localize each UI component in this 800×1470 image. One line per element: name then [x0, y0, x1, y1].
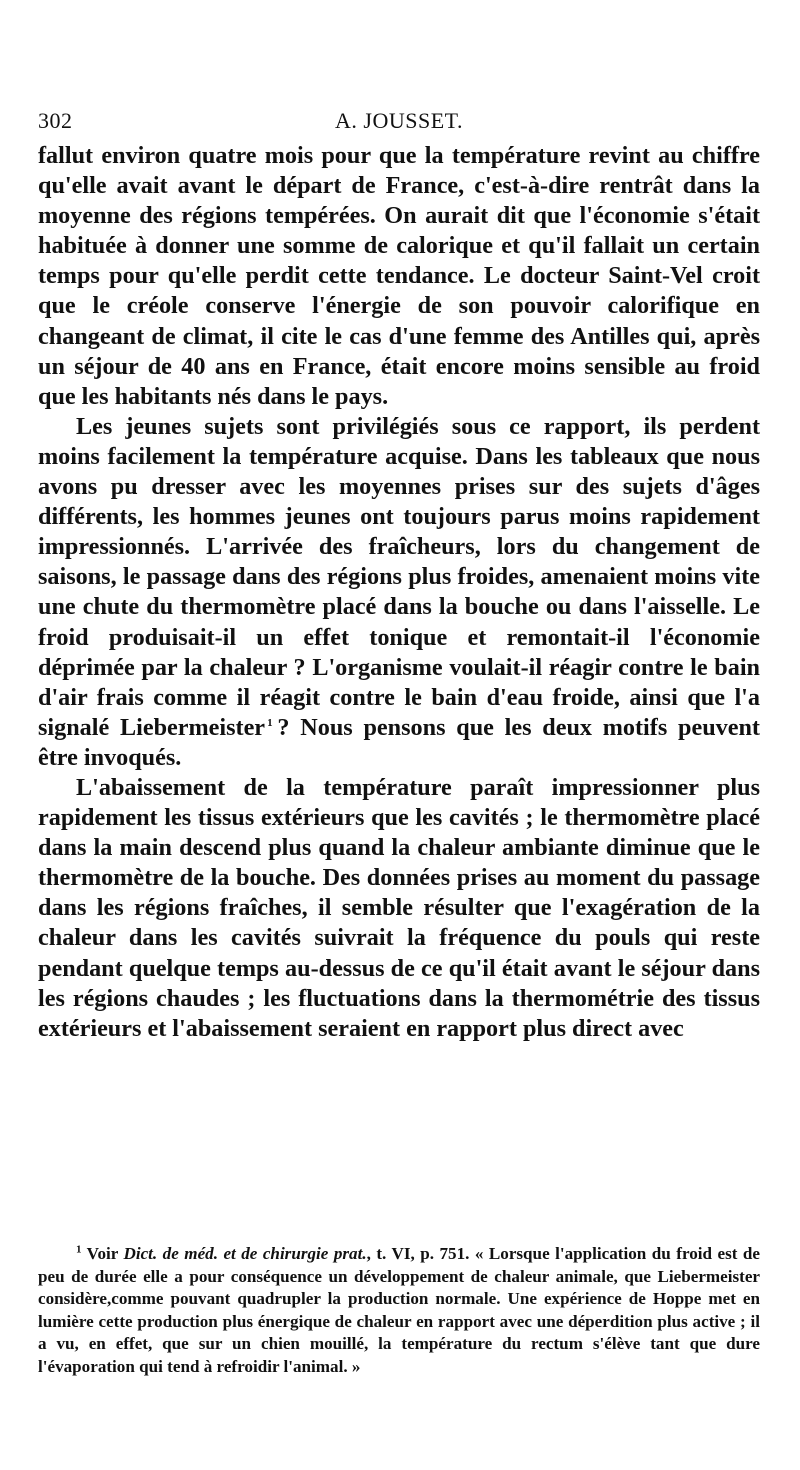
- paragraph-3-text: L'abaissement de la température paraît impressionner plus rapidement les tissus extérieurs que les cavités ; le thermomètre placé dans la main descend plus quand la chaleur ambiante diminue que le thermomètre de la bouche. Des données prises au moment du passage dans les régions fraîches, il semble résulter que l'exagération de la chaleur dans les cavités suivrait la fréquence du pouls qui reste pendant quelque temps au-dessus de ce qu'il était avant le séjour dans les régions chaudes ; les fluctuations dans la thermométrie des tissus extérieurs et l'abaissement seraient en rapport plus direct avec: [38, 773, 760, 1042]
- paragraph-2-text-a: Les jeunes sujets sont privilégiés sous ce rapport, ils perdent moins facilement la température acquise. Dans les tableaux que nous avons pu dresser avec les moyennes prises sur des sujets d'âges différents, les hommes jeunes ont toujours parus moins rapidement impressionnés. L'arrivée des fraîcheurs, lors du changement de saisons, le passage dans des régions plus froides, amenaient moins vite une chute du thermomètre placé dans la bouche ou dans l'aisselle. Le froid produisait-il un effet tonique et remontait-il l'économie déprimée par la chaleur ? L'organisme voulait-il réagir contre le bain d'air frais comme il réagit contre le bain d'eau froide, ainsi que l'a signalé Liebermeister: [38, 412, 760, 741]
- footnote-text: , t. VI, p. 751. « Lorsque l'application du froid est de peu de durée elle a pour conséquence un développement de chaleur animale, que Liebermeister considère,comme pouvant quadrupler la production normale. Une expérience de Hoppe met en lumière cette production plus énergique de chaleur en rapport avec une déperdition plus active ; il a vu, en effet, que sur un chien mouillé, la température du rectum s'élève tant que dure l'évaporation qui tend à refroidir l'animal. »: [38, 1244, 760, 1376]
- paragraph-2: [38, 412, 760, 773]
- paragraph-1: [38, 141, 760, 412]
- footnote-reference[interactable]: 1: [267, 716, 273, 729]
- body-text: [38, 141, 760, 1044]
- footnote-source-title: Dict. de méd. et de chirurgie prat.: [123, 1244, 367, 1263]
- page-header: [38, 108, 760, 138]
- footnote-lead: Voir: [86, 1244, 119, 1263]
- running-head: A. JOUSSET.: [335, 108, 463, 133]
- footnote: [38, 1243, 760, 1379]
- paragraph-1-text: fallut environ quatre mois pour que la température revint au chiffre qu'elle avait avant le départ de France, c'est-à-dire rentrât dans la moyenne des régions tempérées. On aurait dit que l'économie s'était habituée à donner une somme de calorique et qu'il fallait un certain temps pour qu'elle perdit cette tendance. Le docteur Saint-Vel croit que le créole conserve l'énergie de son pouvoir calorifique en changeant de climat, il cite le cas d'une femme des Antilles qui, après un séjour de 40 ans en France, était encore moins sensible au froid que les habitants nés dans le pays.: [38, 142, 760, 410]
- paragraph-3: [38, 773, 760, 1044]
- page-number: 302: [38, 108, 73, 133]
- footnote-marker: 1: [76, 1243, 82, 1256]
- paragraph-2-text-b: ? Nous pensons que les deux motifs peuvent être invoqués.: [38, 713, 760, 771]
